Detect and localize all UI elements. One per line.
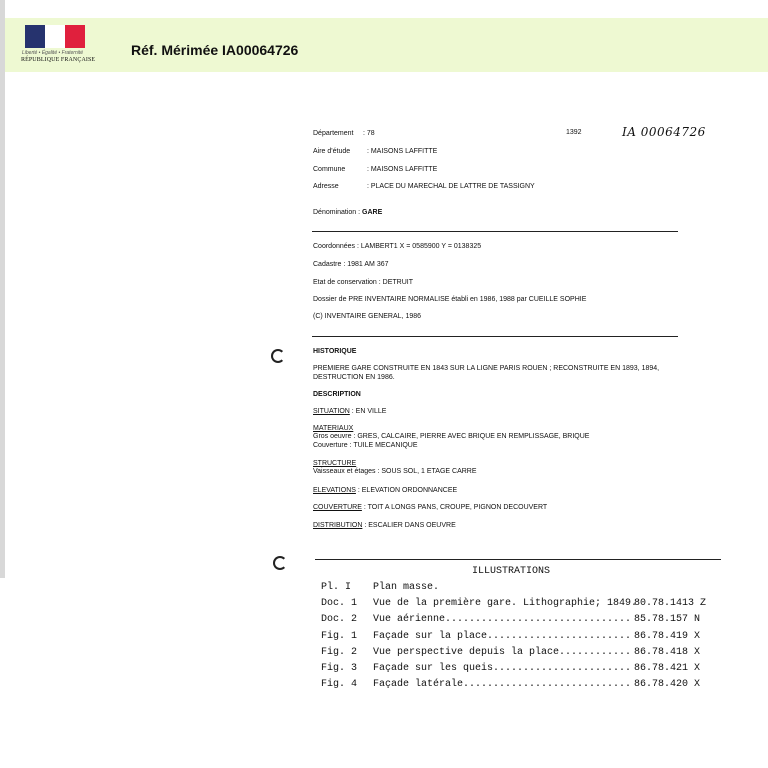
aire-value: : MAISONS LAFFITTE	[366, 148, 438, 155]
materiaux-label: MATERIAUX	[313, 425, 354, 432]
binder-hole-icon	[273, 556, 287, 570]
illustration-number: 80.78.1413 Z	[634, 598, 707, 610]
situation-value: : EN VILLE	[349, 408, 387, 415]
marianne-flag-icon	[25, 25, 85, 48]
illustration-ref: Fig. 2	[321, 646, 358, 658]
illustration-number: 85.78.157 N	[634, 614, 701, 626]
historique-title: HISTORIQUE	[313, 348, 357, 355]
illustration-number: 86.78.419 X	[634, 630, 701, 642]
aire-label: Aire d'étude	[313, 148, 351, 155]
divider	[315, 559, 721, 560]
dept-label: Département	[313, 130, 354, 137]
denomination-row	[313, 209, 382, 216]
illustration-ref: Doc. 2	[321, 614, 358, 626]
gros-oeuvre: Gros oeuvre : GRES, CALCAIRE, PIERRE AVEC BRIQUE EN REMPLISSAGE, BRIQUE	[313, 433, 590, 440]
commune-row	[313, 166, 437, 173]
illustration-text: Façade sur la place........................	[373, 630, 632, 642]
left-edge-rule	[0, 0, 5, 578]
illustration-text: Plan masse.	[373, 582, 440, 593]
couverture-value: : TOIT A LONGS PANS, CROUPE, PIGNON DECOUVERT	[361, 504, 548, 511]
illustration-ref: Fig. 1	[321, 630, 358, 642]
illustration-number: 86.78.420 X	[634, 679, 701, 691]
coordinates: Coordonnées : LAMBERT1 X = 0585900 Y = 0138325	[313, 243, 482, 250]
elevations-label: ELEVATIONS	[313, 487, 356, 494]
illustration-text: Vue aérienne...............................	[373, 614, 632, 626]
historique-line-1: PREMIERE GARE CONSTRUITE EN 1843 SUR LA LIGNE PARIS ROUEN ; RECONSTRUITE EN 1893, 1894,	[313, 365, 660, 372]
copyright: (C) INVENTAIRE GENERAL, 1986	[313, 313, 422, 320]
illustration-text: Vue de la première gare. Lithographie; 1849.	[373, 598, 638, 610]
dossier: Dossier de PRE INVENTAIRE NORMALISE établi en 1986, 1988 par CUEILLE SOPHIE	[313, 296, 587, 303]
situation-label: SITUATION	[313, 408, 350, 415]
code-number: 1392	[566, 129, 582, 136]
adresse-label: Adresse	[313, 183, 339, 190]
historique-line-2: DESTRUCTION EN 1986.	[313, 374, 395, 381]
denomination-value: GARE	[362, 209, 383, 216]
illustration-ref: Fig. 4	[321, 679, 358, 691]
dept-value: : 78	[362, 130, 375, 137]
commune-label: Commune	[313, 166, 346, 173]
situation-row	[313, 408, 386, 415]
couverture-label: COUVERTURE	[313, 504, 362, 511]
illustration-text: Façade latérale............................	[373, 679, 632, 691]
illustration-text: Façade sur les queis.......................	[373, 663, 632, 674]
illustration-ref: Pl. I	[321, 582, 352, 593]
elevations-row	[313, 487, 457, 494]
page-title: Réf. Mérimée IA00064726	[131, 42, 299, 58]
illustrations-title: ILLUSTRATIONS	[472, 566, 551, 577]
etat-conservation: Etat de conservation : DETRUIT	[313, 279, 413, 286]
header-bar	[5, 18, 768, 72]
couverture-row	[313, 504, 547, 511]
illustration-ref: Doc. 1	[321, 598, 358, 610]
dept-row	[313, 130, 375, 137]
aire-row	[313, 148, 437, 155]
commune-value: : MAISONS LAFFITTE	[366, 166, 438, 173]
couverture-materiau: Couverture : TUILE MECANIQUE	[313, 442, 418, 449]
illustration-text: Vue perspective depuis la place............	[373, 646, 632, 658]
republique-francaise-logo	[19, 25, 96, 79]
elevations-value: : ELEVATION ORDONNANCEE	[355, 487, 458, 494]
logo-name: RÉPUBLIQUE FRANÇAISE	[21, 57, 96, 63]
vaisseaux: Vaisseaux et étages : SOUS SOL, 1 ETAGE CARRE	[313, 468, 477, 475]
distribution-label: DISTRIBUTION	[313, 522, 363, 529]
divider	[312, 336, 678, 337]
cadastre: Cadastre : 1981 AM 367	[313, 261, 389, 268]
distribution-value: : ESCALIER DANS OEUVRE	[362, 522, 456, 529]
divider	[312, 231, 678, 232]
distribution-row	[313, 522, 456, 529]
description-title: DESCRIPTION	[313, 391, 361, 398]
binder-hole-icon	[271, 349, 285, 363]
illustration-ref: Fig. 3	[321, 663, 358, 674]
adresse-row	[313, 183, 535, 190]
denomination-label: Dénomination :	[313, 209, 361, 216]
adresse-value: : PLACE DU MARECHAL DE LATTRE DE TASSIGNY	[366, 183, 535, 190]
structure-label: STRUCTURE	[313, 460, 357, 467]
logo-motto: Liberté • Égalité • Fraternité	[22, 50, 84, 56]
illustration-number: 86.78.421 X	[634, 663, 701, 674]
illustration-number: 86.78.418 X	[634, 646, 701, 658]
handwritten-reference: IA 00064726	[622, 125, 706, 139]
